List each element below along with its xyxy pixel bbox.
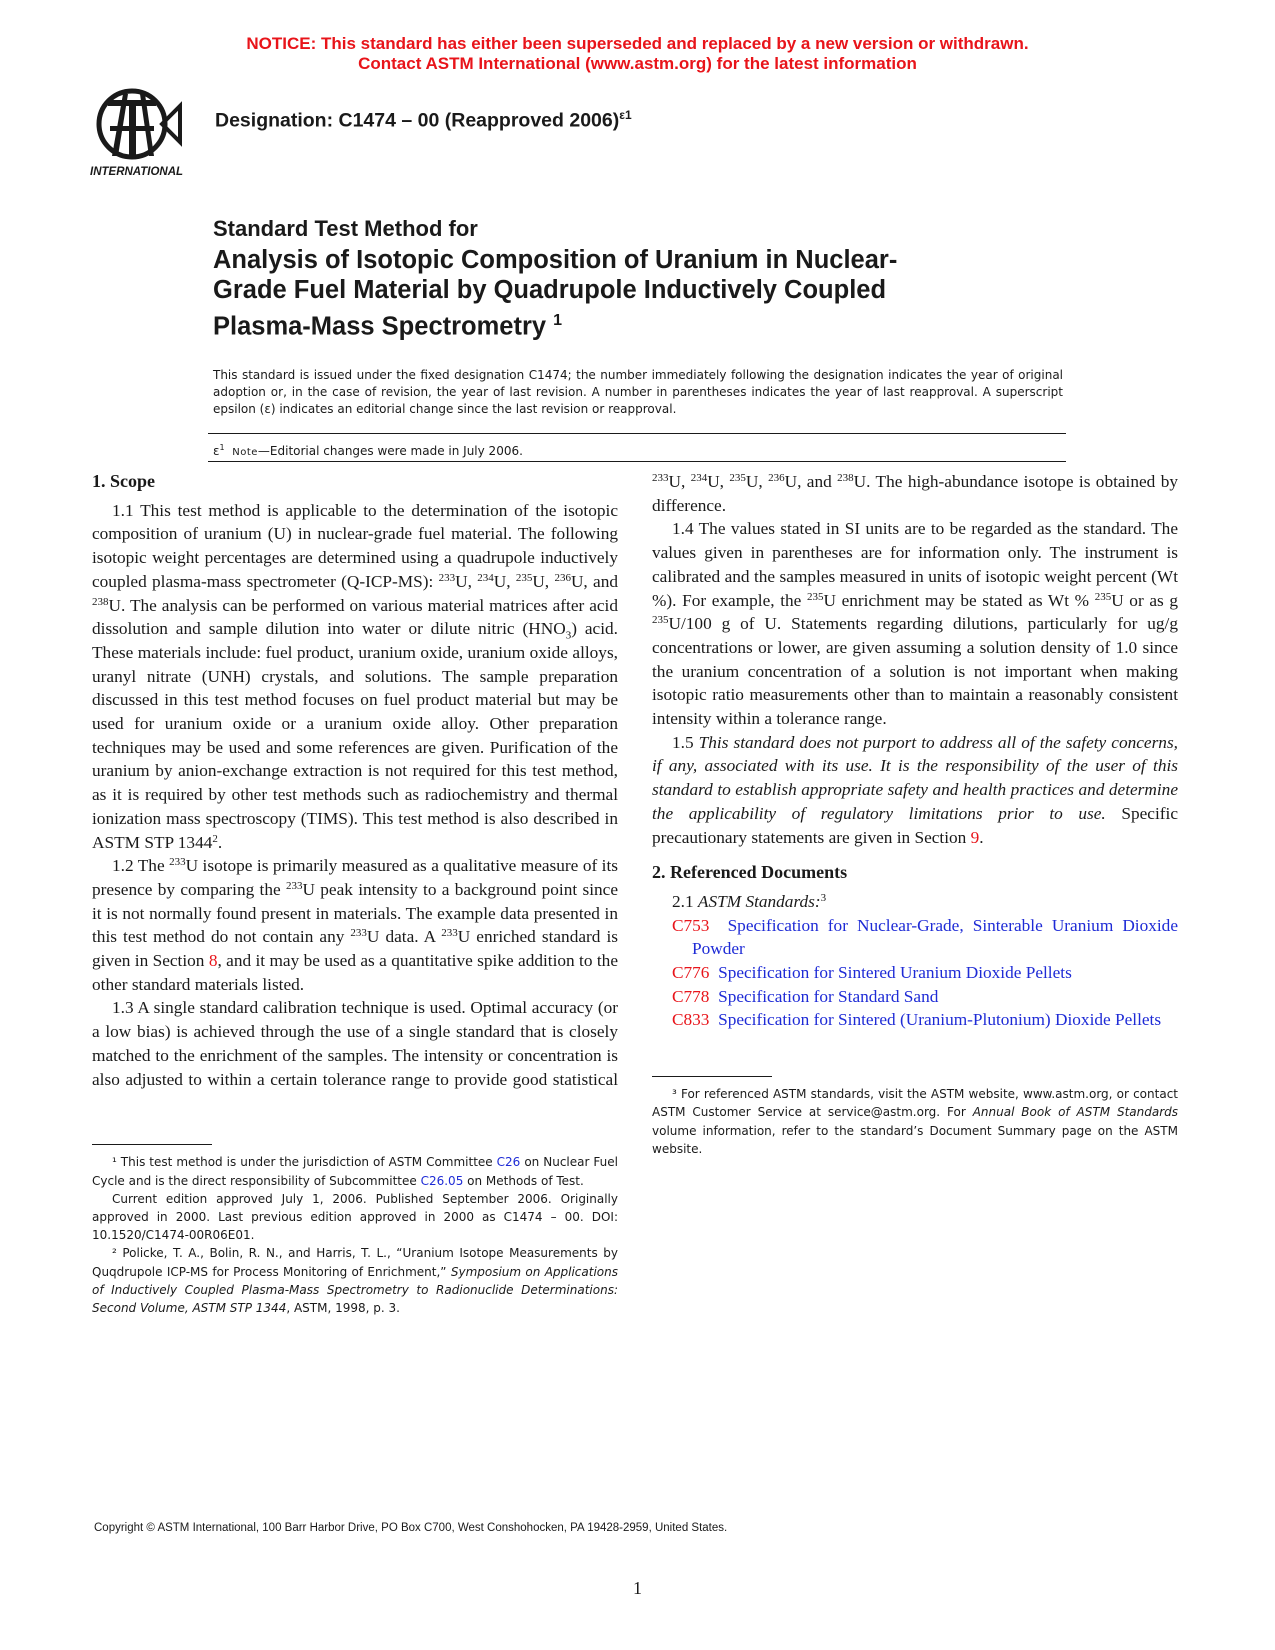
reference-title[interactable]: Specification for Standard Sand	[709, 986, 939, 1006]
footnote-ref-2[interactable]: 2	[212, 832, 218, 845]
divider	[208, 433, 1066, 434]
paragraph-1-2: 1.2 The $^{233}$U isotope is primarily measured as a qualitative measure of its presence by comparing the $^{233}$U peak intensity to a background point since it is not normally found present in materials. The example data presented in this test method do not contain any $^{233}$U data. A $^{233}$U enriched standard is given in Section 8, and it may be used as a quantitative spike addition to the other standard materials listed.	[92, 856, 619, 994]
reference-code[interactable]: C778	[672, 986, 710, 1006]
paragraph-1-3: 1.3 A single standard calibration technique is used. Optimal accuracy (or a low bias) is achieved through the use of a single standard that is closely matched to the enrichment of the samples. The intensity or concentration is also adjusted to within a certain tolerance range to provide good statistical	[92, 998, 618, 1089]
designation-epsilon: ε1	[619, 108, 632, 122]
withdrawal-notice	[0, 34, 1275, 74]
designation-text: Designation: C1474 – 00 (Reapproved 2006)	[215, 109, 620, 132]
standard-intro: This standard is issued under the fixed designation C1474; the number immediately following the designation indicates the year of original adoption or, in the case of revision, the year of last revision. A number in parentheses indicates the year of last reapproval. A superscript epsilon (ε) indicates an editorial change since the last revision or reapproval.	[213, 368, 1063, 416]
section-9-link[interactable]: 9	[970, 827, 980, 847]
right-column	[652, 470, 1183, 1158]
section-8-link[interactable]: 8	[208, 951, 218, 971]
footnote-rule	[652, 1076, 772, 1077]
logo-wordmark: INTERNATIONAL	[90, 166, 184, 178]
committee-c26-link[interactable]: C26	[496, 1155, 521, 1170]
title-footnote-mark: 1	[553, 311, 563, 329]
paragraph-1-5: 1.5 This standard does not purport to address all of the safety concerns, if any, associated with its use. It is the responsibility of the user of this standard to establish appropriate safety and health practices and determine the applicability of regulatory limitations prior to use. Specific precautionary statements are given in Section 9.	[652, 732, 1178, 847]
notice-line-2: Contact ASTM International (www.astm.org) for the latest information	[358, 54, 917, 73]
note-epsilon-sup: 1	[219, 443, 225, 452]
astm-logo-icon	[90, 86, 200, 182]
reference-item[interactable]	[672, 914, 1183, 961]
divider	[208, 461, 1066, 462]
footnote-2: ² Policke, T. A., Bolin, R. N., and Harris, T. L., “Uranium Isotope Measurements by Quqdrupole ICP-MS for Process Monitoring of Enrichment,” Symposium on Applications of Inductively Coupled Plasma-Mass Spectrometry to Radionuclide Determinations: Second Volume, ASTM STP 1344, ASTM, 1998, p. 3.	[92, 1246, 618, 1316]
referenced-standards-list	[672, 914, 1183, 1033]
reference-item[interactable]	[672, 961, 1178, 985]
page-number: 1	[633, 1578, 642, 1598]
left-footnotes	[92, 1153, 618, 1317]
note-text: —Editorial changes were made in July 2006.	[257, 444, 523, 458]
title-line-3: Grade Fuel Material by Quadrupole Inductively Coupled	[213, 276, 887, 304]
paragraph-1-4: 1.4 The values stated in SI units are to be regarded as the standard. The values given in parentheses are for information only. The instrument is calibrated and the samples measured in units of isotopic weight percent (Wt %). For example, the $^{235}$U enrichment may be stated as Wt % $^{235}$U or as g $^{235}$U/100 g of U. Statements regarding dilutions, particularly for ug/g concentrations or lower, are given assuming a solution density of 1.0 since the uranium concentration of a solution is not important when making isotopic ratio measurements other than to maintain a reasonably consistent intensity within a tolerance range.	[652, 519, 1178, 729]
designation	[215, 108, 632, 133]
reference-code[interactable]: C753	[672, 915, 710, 935]
reference-item[interactable]	[672, 985, 1178, 1009]
reference-title[interactable]: Specification for Sintered (Uranium-Plutonium) Dioxide Pellets	[709, 1010, 1162, 1030]
reference-code[interactable]: C776	[672, 963, 710, 983]
reference-code[interactable]: C833	[672, 1010, 710, 1030]
footnote-1-edition: Current edition approved July 1, 2006. Published September 2006. Originally approved in 2000. Last previous edition approved in 2000 as C1474 – 00. DOI: 10.1520/C1474-00R06E01.	[92, 1191, 618, 1243]
footnote-rule	[92, 1144, 212, 1145]
copyright: Copyright © ASTM International, 100 Barr Harbor Drive, PO Box C700, West Conshohocken, PA 19428-2959, United States.	[94, 1522, 728, 1534]
astm-standards-label: 2.1 ASTM Standards:$^3$	[672, 891, 827, 911]
editorial-note	[213, 439, 523, 461]
paragraph-1-1: 1.1 This test method is applicable to the determination of the isotopic composition of uranium (U) in nuclear-grade fuel material. The following isotopic weight percentages are determined using a quadrupole inductively coupled plasma-mass spectrometer (Q-ICP-MS): $^{233}$U, $^{234}$U, $^{235}$U, $^{236}$U, and $^{238}$U. The analysis can be performed on various material matrices after acid dissolution and sample dilution into water or dilute nitric $(HNO_3)$ acid. These materials include: fuel product, uranium oxide, uranium oxide alloys, uranyl nitrate (UNH) crystals, and solutions. The sample preparation discussed in this test method focuses on fuel product material but may be used for uranium oxide or a uranium oxide alloy. Other preparation techniques may be used and some references are given. Purification of the uranium by anion-exchange extraction is not required for this test method, as it is required by other test methods such as radiochemistry and thermal ionization mass spectroscopy (TIMS). This test method is also described in ASTM STP 1344$^2$.	[92, 500, 618, 852]
reference-item[interactable]	[672, 1008, 1178, 1032]
title-line-1: Standard Test Method for	[213, 216, 478, 241]
section-heading-scope: 1. Scope	[92, 471, 155, 491]
title-line-4: Plasma-Mass Spectrometry	[213, 312, 547, 340]
title-line-2: Analysis of Isotopic Composition of Uranium in Nuclear-	[213, 245, 898, 274]
astm-logo	[90, 86, 200, 182]
footnote-3: ³ For referenced ASTM standards, visit the ASTM website, www.astm.org, or contact ASTM Customer Service at service@astm.org. For Annual Book of ASTM Standards volume information, refer to the standard’s Document Summary page on the ASTM website.	[652, 1087, 1179, 1156]
right-footnotes	[652, 1085, 1178, 1158]
footnote-1: ¹ This test method is under the jurisdiction of ASTM Committee C26 on Nuclear Fuel Cycle and is the direct responsibility of Subcommittee C26.05 on Methods of Test.	[92, 1155, 618, 1188]
left-column	[92, 470, 618, 1317]
footnote-ref-3[interactable]: 3	[820, 891, 827, 904]
paragraph-1-3-continued: $^{233}$U, $^{234}$U, $^{235}$U, $^{236}$U, and $^{238}$U. The high-abundance isotope is obtained by difference.	[652, 472, 1178, 515]
subcommittee-c26-05-link[interactable]: C26.05	[420, 1173, 464, 1188]
notice-line-1: NOTICE: This standard has either been superseded and replaced by a new version or withdrawn.	[246, 34, 1029, 53]
note-label: Note	[232, 447, 258, 458]
reference-title[interactable]: Specification for Nuclear-Grade, Sinterable Uranium Dioxide Powder	[692, 915, 1183, 959]
reference-title[interactable]: Specification for Sintered Uranium Dioxide Pellets	[709, 963, 1072, 983]
section-heading-referenced: 2. Referenced Documents	[652, 862, 848, 883]
note-epsilon: ε	[213, 444, 220, 458]
document-title	[213, 214, 1043, 342]
